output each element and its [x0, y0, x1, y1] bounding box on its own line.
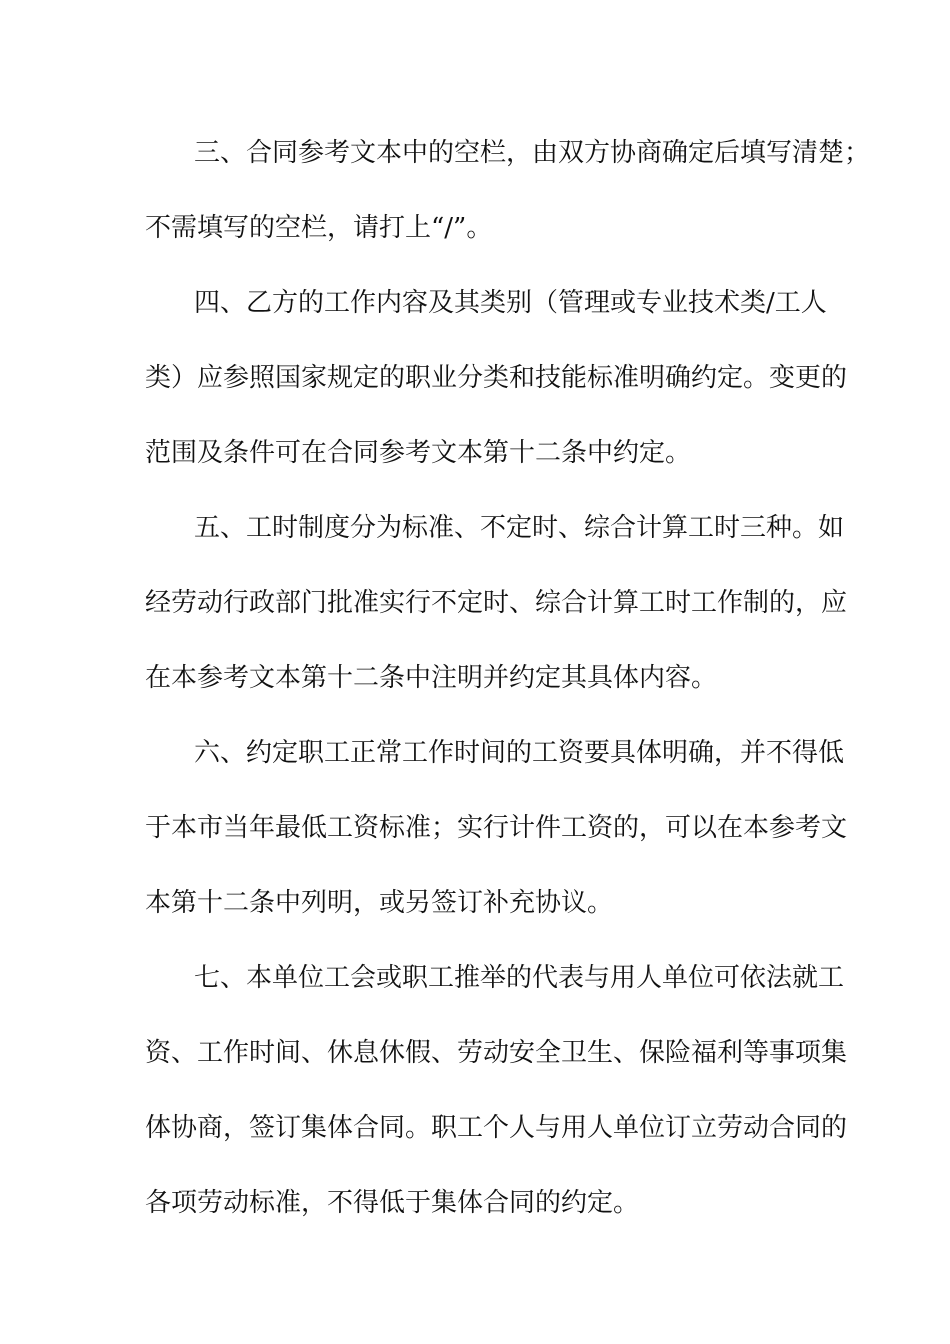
- paragraph-7-line-4: 各项劳动标准，不得低于集体合同的约定。: [145, 1188, 640, 1218]
- paragraph-6-line-1: 六、约定职工正常工作时间的工资要具体明确，并不得低: [194, 738, 845, 768]
- paragraph-6-line-3: 本第十二条中列明，或另签订补充协议。: [145, 888, 614, 918]
- paragraph-5-line-1: 五、工时制度分为标准、不定时、综合计算工时三种。如: [194, 513, 845, 543]
- paragraph-5-line-3: 在本参考文本第十二条中注明并约定其具体内容。: [145, 663, 718, 693]
- paragraph-3-line-2: 不需填写的空栏，请打上“/”。: [145, 213, 493, 243]
- paragraph-6-line-2: 于本市当年最低工资标准；实行计件工资的，可以在本参考文: [145, 813, 848, 843]
- paragraph-7-line-1: 七、本单位工会或职工推举的代表与用人单位可依法就工: [194, 963, 845, 993]
- paragraph-7-line-3: 体协商，签订集体合同。职工个人与用人单位订立劳动合同的: [145, 1113, 848, 1143]
- paragraph-4-line-2: 类）应参照国家规定的职业分类和技能标准明确约定。变更的: [145, 363, 848, 393]
- paragraph-5-line-2: 经劳动行政部门批准实行不定时、综合计算工时工作制的，应: [145, 588, 848, 618]
- paragraph-4-line-3: 范围及条件可在合同参考文本第十二条中约定。: [145, 438, 692, 468]
- paragraph-3-line-1: 三、合同参考文本中的空栏，由双方协商确定后填写清楚；: [194, 138, 871, 168]
- paragraph-7-line-2: 资、工作时间、休息休假、劳动安全卫生、保险福利等事项集: [145, 1038, 848, 1068]
- paragraph-4-line-1: 四、乙方的工作内容及其类别（管理或专业技术类/工人: [194, 288, 827, 318]
